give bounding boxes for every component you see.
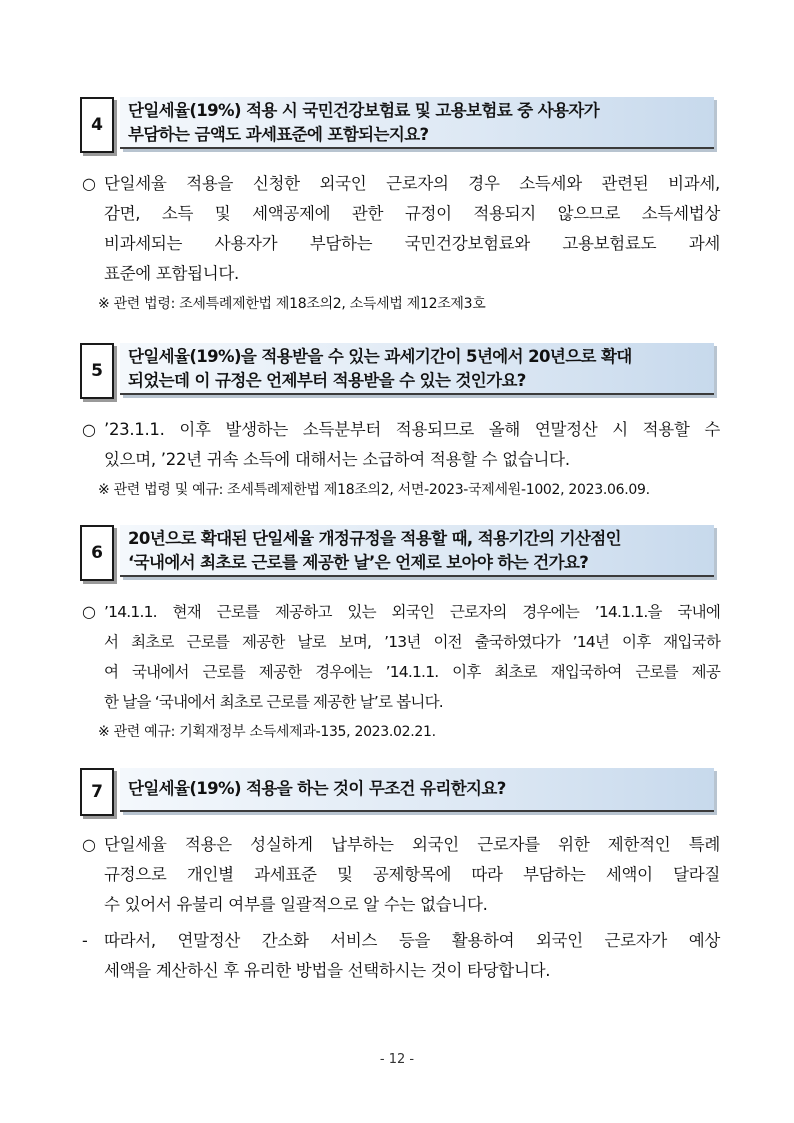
question-title-line: 되었는데 이 규정은 언제부터 적용받을 수 있는 것인가요? (128, 371, 526, 390)
page-number: - 12 - (379, 1052, 415, 1067)
answer-line: 규정으로 개인별 과세표준 및 공제항목에 따라 부담하는 세액이 달라질 (104, 865, 720, 884)
answer-line: 여 국내에서 근로를 제공한 경우에는 ’14.1.1. 이후 최초로 재입국하여 근로를 제공 (104, 663, 720, 681)
qa-section-4 (80, 97, 720, 315)
answer (80, 415, 720, 501)
question-title-line: ‘국내에서 최초로 근로를 제공한 날’은 언제로 보아야 하는 건가요? (128, 553, 589, 572)
question-header (80, 768, 720, 826)
question-title (120, 343, 714, 395)
question-header (80, 343, 720, 401)
reference-note: ※ 관련 예규: 기획재정부 소득세제과-135, 2023.02.21. (98, 724, 436, 740)
answer-paragraph (82, 597, 720, 717)
answer-line: 단일세율 적용은 성실하게 납부하는 외국인 근로자를 위한 제한적인 특례 (104, 835, 720, 854)
answer-paragraph (82, 169, 720, 289)
answer-line: 세액을 계산하신 후 유리한 방법을 선택하시는 것이 타당합니다. (104, 961, 551, 980)
question-number: 7 (80, 768, 114, 816)
question-title (120, 97, 714, 149)
answer-line: 따라서, 연말정산 간소화 서비스 등을 활용하여 외국인 근로자가 예상 (104, 931, 720, 950)
answer-paragraph (82, 830, 720, 920)
answer-line: 비과세되는 사용자가 부담하는 국민건강보험료와 고용보험료도 과세 (104, 234, 720, 253)
answer-line: 감면, 소득 및 세액공제에 관한 규정이 적용되지 않으므로 소득세법상 (104, 204, 720, 223)
question-title-line: 20년으로 확대된 단일세율 개정규정을 적용할 때, 적용기간의 기산점인 (128, 529, 621, 548)
dash-bullet-icon: - (82, 931, 88, 950)
reference-note: ※ 관련 법령: 조세특례제한법 제18조의2, 소득세법 제12조제3호 (98, 296, 486, 312)
question-title (120, 768, 714, 812)
answer-line: 단일세율 적용을 신청한 외국인 근로자의 경우 소득세와 관련된 비과세, (104, 174, 720, 193)
answer-line: 있으며, ’22년 귀속 소득에 대해서는 소급하여 적용할 수 없습니다. (104, 450, 570, 469)
question-title (120, 525, 714, 577)
answer-line: 한 날을 ‘국내에서 최초로 근로를 제공한 날’로 봅니다. (104, 693, 443, 711)
answer-line: ’23.1.1. 이후 발생하는 소득분부터 적용되므로 올해 연말정산 시 적용할 수 (104, 420, 720, 439)
answer-line: 수 있어서 유불리 여부를 일괄적으로 알 수는 없습니다. (104, 895, 488, 914)
reference-note: ※ 관련 법령 및 예규: 조세특례제한법 제18조의2, 서면-2023-국제세원-1002, 2023.06.09. (98, 482, 650, 498)
qa-section-7 (80, 768, 720, 986)
question-title-line: 단일세율(19%) 적용을 하는 것이 무조건 유리한지요? (128, 779, 506, 798)
answer-paragraph-sub (82, 926, 720, 986)
question-title-line: 단일세율(19%) 적용 시 국민건강보험료 및 고용보험료 중 사용자가 (128, 101, 600, 120)
question-number: 5 (80, 343, 114, 399)
answer-line: 표준에 포함됩니다. (104, 264, 240, 283)
circle-bullet-icon: ○ (82, 420, 96, 439)
circle-bullet-icon: ○ (82, 835, 96, 854)
qa-section-5 (80, 343, 720, 501)
question-header (80, 97, 720, 155)
question-number: 4 (80, 97, 114, 153)
circle-bullet-icon: ○ (82, 602, 96, 621)
qa-section-6 (80, 525, 720, 743)
answer-line: ’14.1.1. 현재 근로를 제공하고 있는 외국인 근로자의 경우에는 ’14.1.1.을 국내에 (104, 603, 720, 621)
question-number: 6 (80, 525, 114, 581)
answer-paragraph (82, 415, 720, 475)
answer (80, 597, 720, 743)
question-title-line: 단일세율(19%)을 적용받을 수 있는 과세기간이 5년에서 20년으로 확대 (128, 347, 632, 366)
answer-line: 서 최초로 근로를 제공한 날로 보며, ’13년 이전 출국하였다가 ’14년 이후 재입국하 (104, 633, 720, 651)
question-title-line: 부담하는 금액도 과세표준에 포함되는지요? (128, 125, 429, 144)
question-header (80, 525, 720, 583)
circle-bullet-icon: ○ (82, 174, 96, 193)
answer (80, 169, 720, 315)
answer (80, 830, 720, 986)
